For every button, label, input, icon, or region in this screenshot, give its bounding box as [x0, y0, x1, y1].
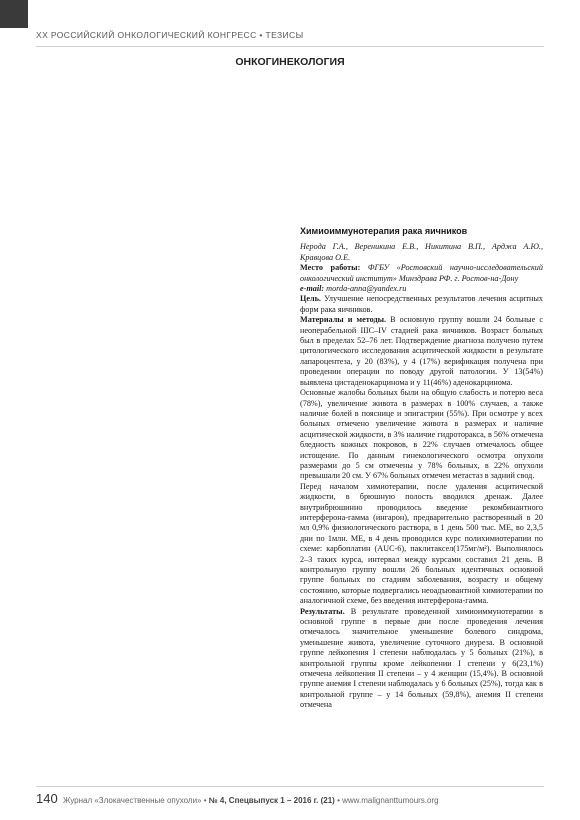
footer-journal: Журнал «Злокачественные опухоли» • [62, 796, 207, 805]
workplace [300, 263, 543, 284]
corner-tab [0, 0, 28, 28]
methods-text: В основную группу вошли 24 больные с неоперабельной IIIC–IV стадией рака яичников. Возраст больных был в пределах 52–76 лет. Подтверждение диагноза получено путем цитологического исследования асцитической жидкости в результате лапароцентеза, у 20 (83%), у 4 (17%) верификация получена при проведении операции по поводу другой патологии. У 13(54%) выявлена цистаденокарцинома и у 11(46%) аденокарцинома. [300, 315, 543, 387]
therapy-paragraph: Перед началом химиотерапии, после удаления асцитической жидкости, в брюшную полость вводился дренаж. Далее внутрибрюшинно проводилось введение рекомбинантного интерферона-гамма (ингарон), предварительно растворенный в 20 мл 0,9% физиологического раствора, в 1 день 500 тыс. МЕ, во 2,3,5 дни по 1млн. МЕ, в 4 день проводился курс полихимиотерапии по схеме: карбоплатин (AUC-6), паклитаксел(175мг/м²). Выполнялось 2–3 таких курса, интервал между курсами составил 21 день. В контрольную группу вошли 26 больных идентичных основной группе больных по стадиям заболевания, возрасту и общему состоянию, которые подвергались неоадъювантной химиотерапии по аналогичной схеме, без введения интерферона-гамма. [300, 481, 543, 606]
footer [36, 786, 544, 806]
workplace-value: ФГБУ «Ростовский научно-исследовательский онкологический институт» Минздрава РФ. г. Ростов-на-Дону [300, 263, 543, 283]
email-label: e-mail: [300, 284, 325, 294]
goal-text: Улучшение непосредственных результатов лечения асцитных форм рака яичников. [300, 294, 544, 314]
goal-label: Цель. [300, 294, 321, 304]
article-title: Химиоиммунотерапия рака яичников [300, 226, 468, 236]
results-paragraph [300, 607, 543, 711]
goal-paragraph [300, 294, 543, 315]
page-number: 140 [36, 791, 58, 806]
article-authors: Нерода Г.А., Вереникина Е.В., Никитина В.П., Арджа А.Ю., Кравцова О.Е. [300, 242, 543, 262]
running-header: XX РОССИЙСКИЙ ОНКОЛОГИЧЕСКИЙ КОНГРЕСС • ТЕЗИСЫ [36, 30, 544, 47]
email [300, 284, 543, 294]
results-label: Результаты. [300, 606, 345, 616]
methods-label: Материалы и методы. [300, 315, 387, 325]
email-value: morda-anna@yandex.ru [326, 284, 407, 294]
footer-issue: № 4, Спецвыпуск 1 – 2016 г. (21) [208, 796, 335, 805]
article [300, 226, 543, 711]
footer-website: • www.malignanttumours.org [337, 796, 439, 805]
workplace-label: Место работы: [300, 263, 361, 273]
section-title: ОНКОГИНЕКОЛОГИЯ [235, 56, 345, 68]
complaints-paragraph: Основные жалобы больных были на общую слабость и потерю веса (78%), увеличение живота в размерах в 100% случаев, а также наличие болей в пояснице и эпигастрии (55%). При осмотре у всех больных отмечено увеличение живота в размерах и наличие асцитической жидкости, в 3% наличие гидроторакса, в 56% отмечена бледность кожных покровов, в 22% случаев отмечалось общее истощение. По данным гинекологического осмотра опухоли размерами до 5 см отмечены у 78% больных, в 22% опухоли превышали 20 см. У 67% больных отмечен метастаз в задний свод. [300, 388, 543, 481]
methods-paragraph [300, 315, 543, 388]
results-text: В результате проведенной химиоиммунотерапии в основной группе в первые дни после проведения лечения отмечалось значительное уменьшение болевого синдрома, уменьшение живота, увеличение суточного диуреза. В основной группе лейкопения I степени наблюдалась у 5 больных (21%), в контрольной группы кроме лейкопении I степени у 6(23,1%) отмечена лейкопения II степени – у 4 женщин (15,4%). В основной группе анемия I степени наблюдалась у 6 больных (25%), тогда как в контрольной группе – у 14 больных (59,8%), анемия II степени отмечена [300, 606, 543, 710]
